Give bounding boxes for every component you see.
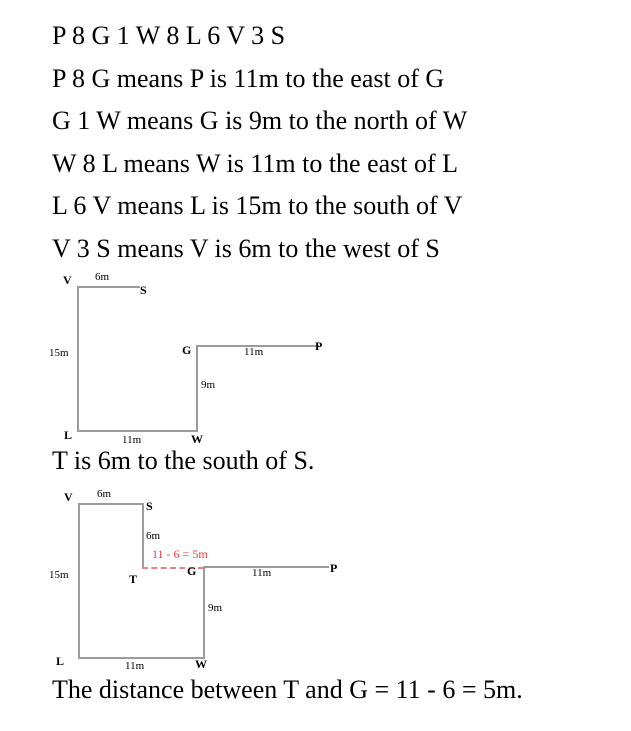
- d2-measure-v-s: 6m: [97, 488, 112, 500]
- d2-segment-s-t: [142, 503, 144, 569]
- d1-measure-v-s: 6m: [95, 271, 110, 283]
- d1-measure-v-l: 15m: [49, 347, 69, 359]
- d2-point-p: P: [330, 561, 338, 575]
- d1-point-p: P: [315, 339, 323, 353]
- d2-measure-w-g: 9m: [208, 602, 223, 614]
- d1-measure-g-p: 11m: [244, 346, 264, 358]
- d2-segment-v-l: [78, 503, 80, 659]
- d1-point-v: V: [63, 273, 72, 287]
- d2-measure-l-w: 11m: [125, 660, 145, 672]
- d2-point-v: V: [64, 490, 73, 504]
- d1-segment-v-s: [77, 286, 140, 288]
- d1-point-l: L: [64, 428, 73, 442]
- statement-line: G 1 W means G is 9m to the north of W: [52, 106, 468, 135]
- d1-segment-w-g: [196, 345, 198, 432]
- d2-point-s: S: [146, 499, 153, 513]
- d2-measure-v-l: 15m: [49, 569, 69, 581]
- statement-line: L 6 V means L is 15m to the south of V: [52, 191, 463, 220]
- conclusion-line: The distance between T and G = 11 - 6 = 5m.: [52, 675, 523, 704]
- d1-segment-l-w: [77, 430, 198, 432]
- d1-segment-v-l: [77, 286, 79, 432]
- note-line: T is 6m to the south of S.: [52, 446, 315, 475]
- d2-point-w: W: [195, 657, 207, 671]
- d2-segment-v-s: [78, 503, 144, 505]
- statement-line: P 8 G means P is 11m to the east of G: [52, 63, 445, 93]
- d2-measure-s-t: 6m: [146, 530, 161, 542]
- d2-measure-g-p: 11m: [252, 567, 272, 579]
- d2-point-t: T: [129, 572, 138, 586]
- statement-block: [52, 15, 467, 270]
- statement-line: W 8 L means W is 11m to the east of L: [52, 148, 459, 178]
- code-line: P 8 G 1 W 8 L 6 V 3 S: [52, 21, 286, 50]
- d2-point-g: G: [187, 564, 197, 578]
- d1-point-s: S: [140, 283, 147, 297]
- d2-annotation-difference: 11 - 6 = 5m: [152, 547, 208, 561]
- statement-line: V 3 S means V is 6m to the west of S: [52, 233, 440, 263]
- d1-point-w: W: [191, 432, 203, 446]
- d2-point-l: L: [56, 654, 65, 668]
- d2-segment-l-w: [78, 657, 205, 659]
- d2-segment-g-w: [203, 566, 205, 659]
- d1-point-g: G: [182, 343, 192, 357]
- d1-measure-l-w: 11m: [122, 434, 142, 446]
- d1-measure-w-g: 9m: [201, 379, 216, 391]
